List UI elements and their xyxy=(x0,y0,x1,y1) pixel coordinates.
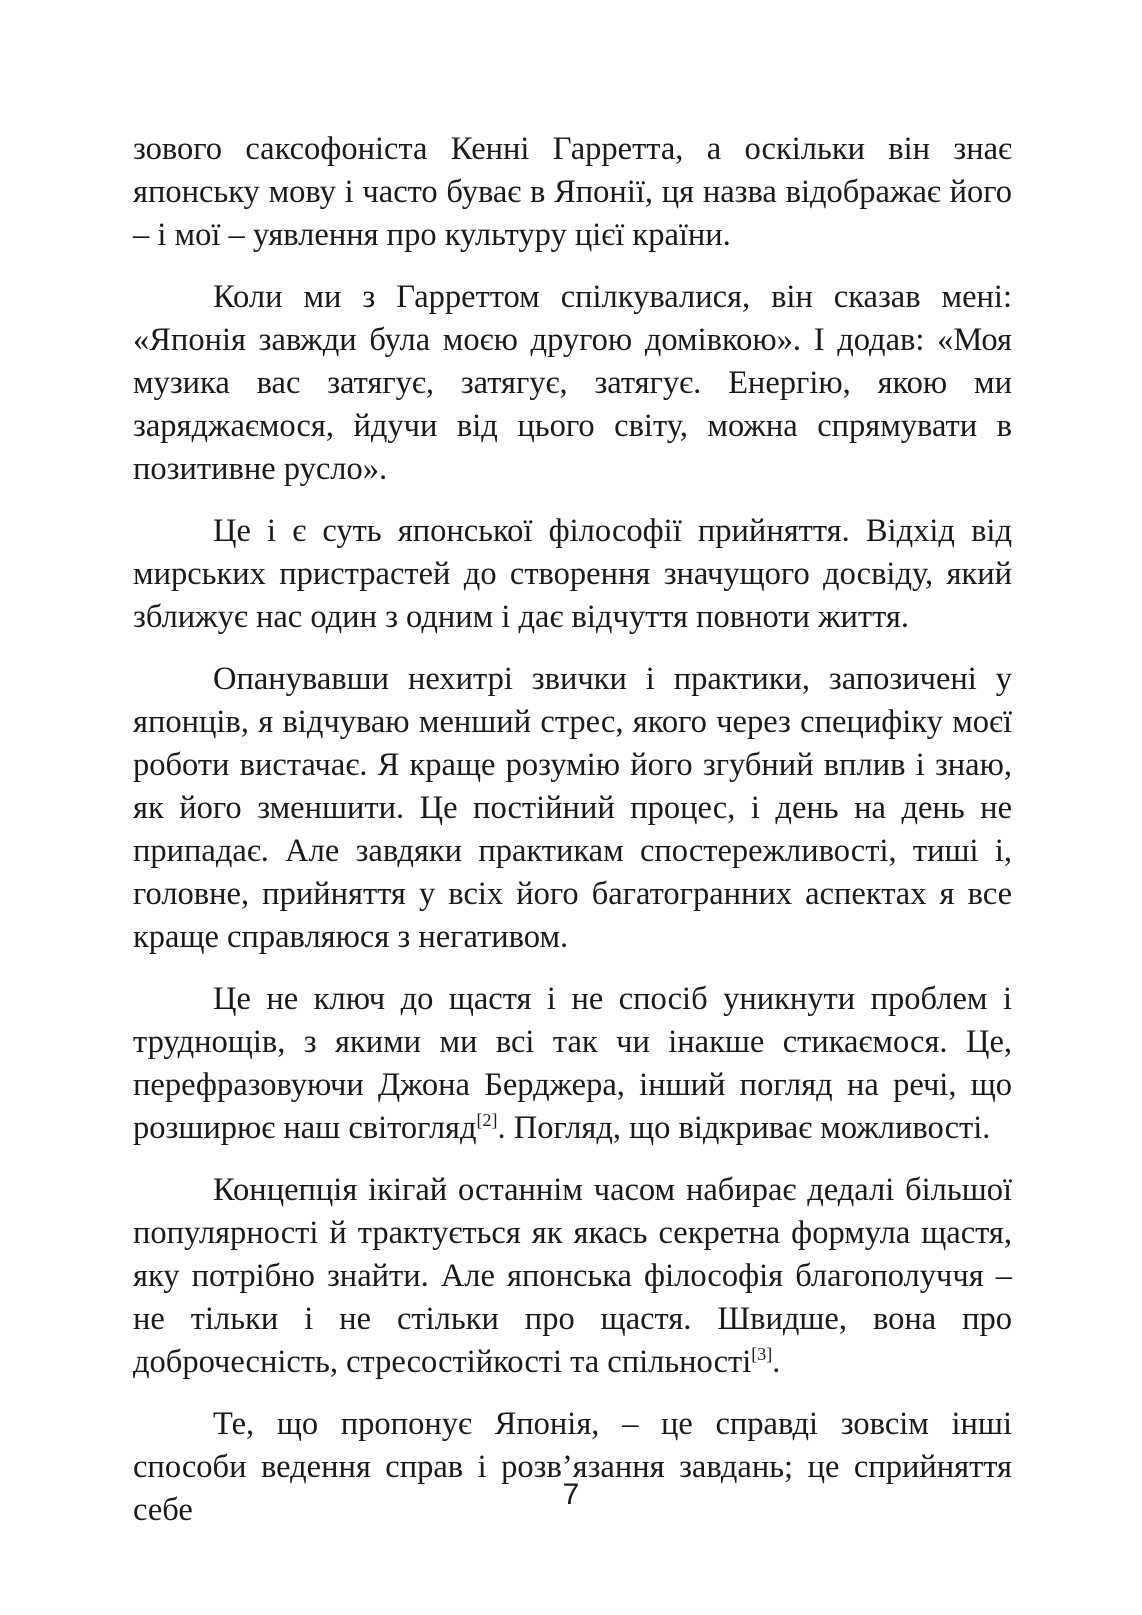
paragraph-text: . xyxy=(772,1344,781,1380)
paragraph-text: Опанувавши нехитрі звички і практики, запозичені у японців, я відчуваю менший стрес, якого через специфіку моєї роботи вистачає. Я краще розумію його згубний вплив і знаю, як його зменшити. Це постійний процес, і день на день не припадає. Але завдяки практикам спостережливості, тиші і, головне, прийняття у всіх його багатогранних аспектах я все краще справляюся з негативом. xyxy=(133,661,1012,955)
footnote-reference: [3] xyxy=(751,1344,773,1364)
paragraph xyxy=(133,510,1012,639)
paragraph xyxy=(133,978,1012,1150)
paragraph xyxy=(133,1403,1012,1532)
paragraph-text: . Погляд, що відкриває можливості. xyxy=(497,1110,991,1146)
paragraph xyxy=(133,128,1012,257)
paragraph-text: Це і є суть японської філософії прийняття. Відхід від мирських пристрастей до створення значущого досвіду, який зближує нас один з одним і дає відчуття повноти життя. xyxy=(133,513,1012,635)
paragraph-text: зового саксофоніста Кенні Гарретта, а оскільки він знає японську мову і часто буває в Японії, ця назва відображає його – і мої – уявлення про культуру цієї країни. xyxy=(133,131,1012,253)
paragraph-text: Це не ключ до щастя і не спосіб уникнути проблем і труднощів, з якими ми всі так чи інакше стикаємося. Це, перефразовуючи Джона Берджера, інший погляд на речі, що розширює наш світогляд xyxy=(133,981,1012,1146)
paragraph-text: Коли ми з Гарреттом спілкувалися, він сказав мені: «Японія завжди була моєю другою домівкою». І додав: «Моя музика вас затягує, затягує, затягує. Енергію, якою ми заряджаємося, йдучи від цього світу, можна спрямувати в позитивне русло». xyxy=(133,279,1012,487)
footnote-reference: [2] xyxy=(476,1110,498,1130)
paragraph xyxy=(133,658,1012,959)
paragraph-text: Концепція ікігай останнім часом набирає дедалі більшої популярності й трактується як якась секретна формула щастя, яку потрібно знайти. Але японська філософія благополуччя – не тільки і не стільки про щастя. Швидше, вона про доброчесність, стресостійкості та спільності xyxy=(133,1172,1012,1380)
paragraph xyxy=(133,276,1012,491)
page-number: 7 xyxy=(562,1478,580,1511)
paragraph xyxy=(133,1169,1012,1384)
paragraph-text: Те, що пропонує Японія, – це справді зовсім інші способи ведення справ і розв’язання завдань; це сприйняття себе xyxy=(133,1406,1012,1528)
body-text xyxy=(133,128,1012,1551)
